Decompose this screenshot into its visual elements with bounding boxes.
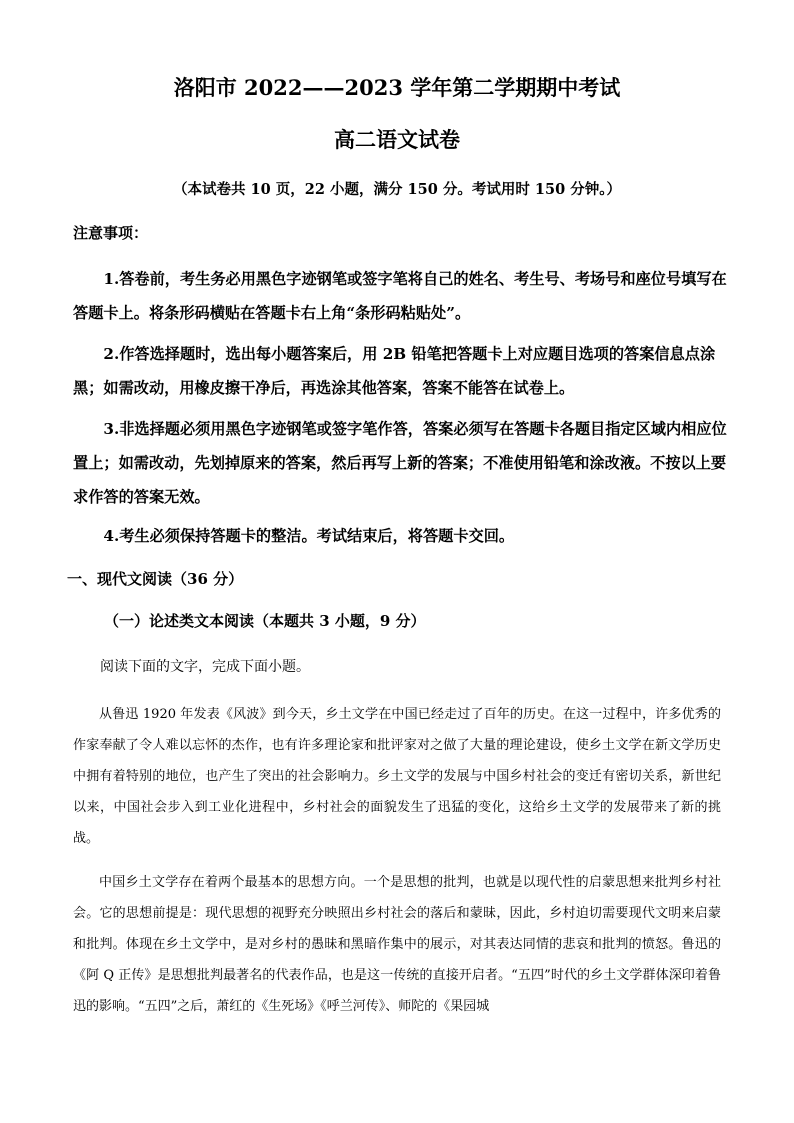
subsection-heading: （一）论述类文本阅读（本题共 3 小题，9 分） xyxy=(104,612,426,630)
notice-item-1: 1.答卷前，考生务必用黑色字迹钢笔或签字笔将自己的姓名、考生号、考场号和座位号填写在答题卡上。将条形码横贴在答题卡右上角“条形码粘贴处”。 xyxy=(73,270,727,322)
notice-heading: 注意事项： xyxy=(73,224,149,242)
notice-item-4: 4.考生必须保持答题卡的整洁。考试结束后，将答题卡交回。 xyxy=(103,527,515,545)
section-heading: 一、现代文阅读（36 分） xyxy=(67,570,244,588)
exam-subject-title: 高二语文试卷 xyxy=(334,127,460,152)
notice-item-3: 3.非选择题必须用黑色字迹钢笔或签字笔作答，答案必须写在答题卡各题目指定区域内相应位置上；如需改动，先划掉原来的答案，然后再写上新的答案；不准使用铅笔和涂改液。不按以上要求作答的答案无效。 xyxy=(73,420,727,506)
reading-paragraph-1: 从鲁迅 1920 年发表《风波》到今天，乡土文学在中国已经走过了百年的历史。在这一过程中，许多优秀的作家奉献了令人难以忘怀的杰作，也有许多理论家和批评家对之做了大量的理论建设，使乡土文学在新文学历史中拥有着特别的地位，也产生了突出的社会影响力。乡土文学的发展与中国乡村社会的变迁有密切关系，新世纪以来，中国社会步入到工业化进程中，乡村社会的面貌发生了迅猛的变化，这给乡土文学的发展带来了新的挑战。 xyxy=(73,707,721,846)
exam-title: 洛阳市 2022——2023 学年第二学期期中考试 xyxy=(173,75,621,100)
reading-instruction: 阅读下面的文字，完成下面小题。 xyxy=(100,659,310,675)
exam-info: （本试卷共 10 页，22 小题，满分 150 分。考试用时 150 分钟。） xyxy=(173,181,621,198)
reading-paragraph-2: 中国乡土文学存在着两个最基本的思想方向。一个是思想的批判，也就是以现代性的启蒙思想来批判乡村社会。它的思想前提是：现代思想的视野充分映照出乡村社会的落后和蒙昧，因此，乡村迫切需要现代文明来启蒙和批判。体现在乡土文学中，是对乡村的愚昧和黑暗作集中的展示，对其表达同情的悲哀和批判的愤怒。鲁迅的《阿 Q 正传》是思想批判最著名的代表作品，也是这一传统的直接开启者。“五四”时代的乡土文学群体深印着鲁迅的影响。“五四”之后，萧红的《生死场》《呼兰河传》、师陀的《果园城 xyxy=(73,875,721,1014)
notice-item-2: 2.作答选择题时，选出每小题答案后，用 2B 铅笔把答题卡上对应题目选项的答案信息点涂黑；如需改动，用橡皮擦干净后，再选涂其他答案，答案不能答在试卷上。 xyxy=(73,345,716,397)
